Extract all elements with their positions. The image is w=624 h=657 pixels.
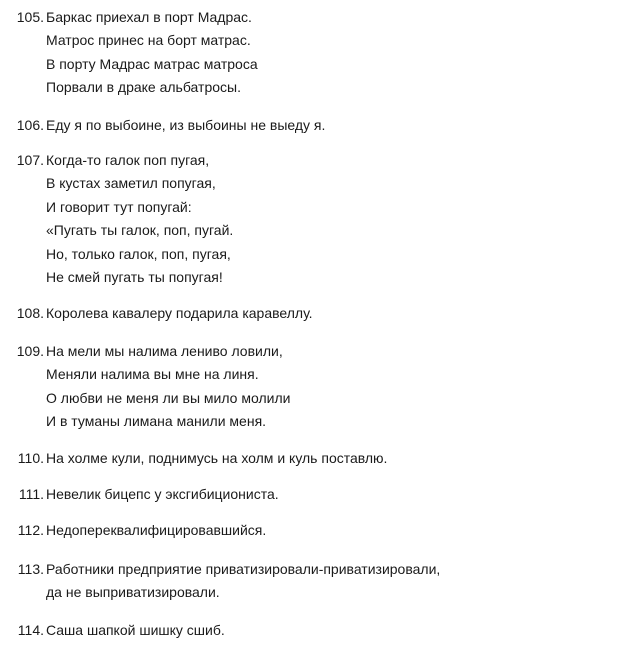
text-line: Когда-то галок поп пугая, xyxy=(46,152,210,168)
entry-text xyxy=(46,114,325,137)
entry-number: 112. xyxy=(17,522,44,538)
text-line: И в туманы лимана манили меня. xyxy=(46,413,267,430)
text-line: Невелик бицепс у эксгибициониста. xyxy=(46,486,279,502)
entry-number: 113. xyxy=(17,561,44,577)
entry-text xyxy=(46,519,266,542)
entry-text xyxy=(46,558,440,605)
text-line: В порту Мадрас матрас матроса xyxy=(46,55,258,72)
entry-number: 110. xyxy=(17,450,44,466)
text-line: Недопереквалифицировавшийся. xyxy=(46,522,267,538)
entry-number: 109. xyxy=(16,343,44,359)
text-line: да не выприватизировали. xyxy=(46,584,220,601)
text-line: Матрос принес на борт матрас. xyxy=(46,32,251,49)
text-line: Баркас приехал в порт Мадрас. xyxy=(46,9,252,25)
text-line: Работники предприятие приватизировали-приватизировали, xyxy=(46,561,441,577)
text-line: О любви не меня ли вы мило молили xyxy=(46,389,291,406)
entry-text xyxy=(46,340,290,434)
entry-number: 108. xyxy=(16,305,44,321)
entry-number: 106. xyxy=(16,117,44,133)
entry-number: 111. xyxy=(18,486,44,502)
text-line: Еду я по выбоине, из выбоины не выеду я. xyxy=(46,117,326,133)
text-line: Королева кавалеру подарила каравеллу. xyxy=(46,305,313,321)
entry-number: 107. xyxy=(16,152,44,168)
entry-text xyxy=(46,619,225,642)
text-line: Меняли налима вы мне на линя. xyxy=(46,366,259,383)
entry-number: 114. xyxy=(17,622,44,638)
text-line: И говорит тут попугай: xyxy=(46,198,192,215)
text-line: В кустах заметил попугая, xyxy=(46,175,216,192)
entry-text xyxy=(46,483,279,506)
entry-text xyxy=(46,149,233,289)
text-line: На холме кули, поднимусь на холм и куль поставлю. xyxy=(46,450,388,466)
text-line: «Пугать ты галок, поп, пугай. xyxy=(46,222,234,239)
text-line: Порвали в драке альбатросы. xyxy=(46,79,241,96)
entry-text xyxy=(46,302,313,325)
text-line: На мели мы налима лениво ловили, xyxy=(46,343,283,359)
entry-number: 105. xyxy=(16,9,44,25)
entry-text xyxy=(46,447,387,470)
text-line: Но, только галок, поп, пугая, xyxy=(46,245,231,262)
text-line: Саша шапкой шишку сшиб. xyxy=(46,622,225,638)
text-line: Не смей пугать ты попугая! xyxy=(46,268,223,285)
entry-text xyxy=(46,6,258,100)
